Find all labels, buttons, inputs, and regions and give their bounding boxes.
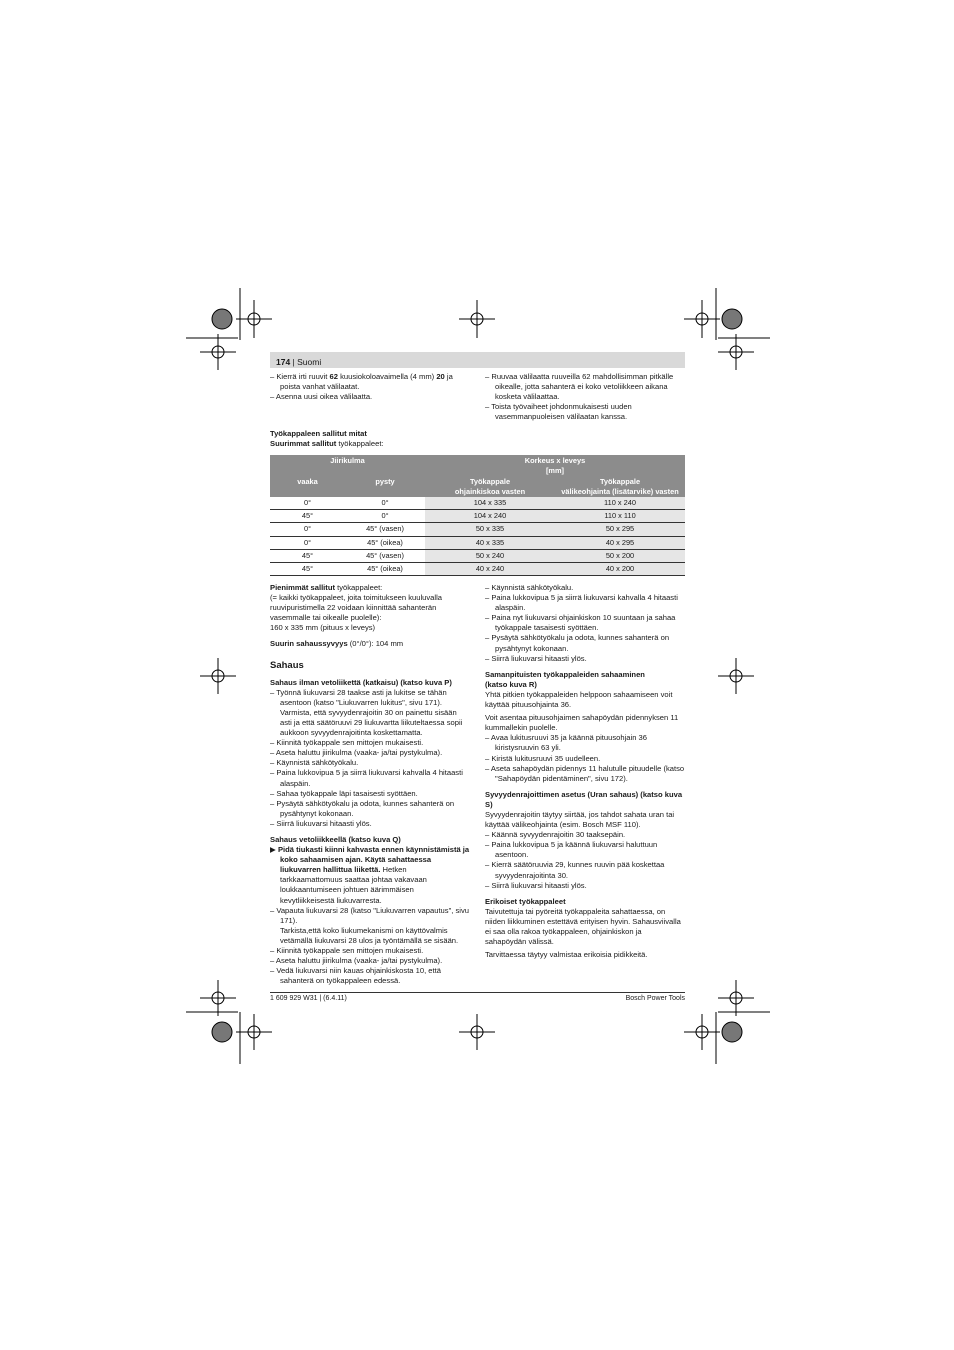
crosshair-icon [718,658,754,694]
max-depth: Suurin sahaussyvyys (0°/0°): 104 mm [270,639,404,649]
paragraph: Taivutettuja tai pyöreitä työkappaleita sahattaessa, on niiden liikkuminen estettävä erityisen hyvin. Sahausviivalla ei saa olla rakoa työkappaleen, ohjainkiskon ja sahapöydän välissä. [485,906,681,947]
max-sizes-label: Suurimmat sallitut työkappaleet: [270,439,384,449]
registration-mark-icon [212,1022,232,1042]
safety-warning: ▶ Pidä tiukasti kiinni kahvasta ennen käynnistämistä ja koko sahaamisen ajan. Käytä sahattaessa liukuvarren hallittua liikettä. Hetken tarkkaamattomuus saattaa johtaa vakavaan loukkaantumiseen johtuen äärimmäisen kevytliikkeisestä liukuvarresta. [270,845,470,905]
min-sizes-label: Pienimmät sallitut työkappaleet: [270,583,383,592]
table-row: 0° 45° (vasen) 50 x 335 50 x 295 [270,523,685,536]
warning-triangle-icon: ▶ [270,845,278,855]
special-workpieces-heading: Erikoiset työkappaleet [485,896,566,906]
crosshair-icon [236,1014,272,1050]
list-item: – Sahaa työkappale läpi tasaisesti syöttäen. [270,788,418,798]
header-against-spacer: Työkappale välikeohjainta (lisätarvike) vasten [555,476,685,497]
crosshair-icon [718,980,754,1016]
list-item: – Vapauta liukuvarsi 28 (katso "Liukuvarren vapautus", sivu 171). [270,905,469,925]
min-sizes-note: (= kaikki työkappaleet, joita toimitukseen kuuluvalla ruuvipuristimella 22 voidaan kiinnittää sahanterän vasemmalle tai oikealle puolelle): [270,593,443,623]
equal-length-heading: Samanpituisten työkappaleiden sahaaminen (katso kuva R) [485,669,645,689]
doc-number: 1 609 929 W31 | (6.4.11) [270,995,347,1002]
sahaus-heading: Sahaus [270,659,304,671]
crosshair-icon [200,980,236,1016]
list-item: – Siirrä liukuvarsi hitaasti ylös. [485,653,587,663]
list-item: – Paina nyt liukuvarsi ohjainkiskon 10 suuntaan ja sahaa työkappale tasaisesti syöttäen. [485,613,676,633]
table-row: 45° 0° 104 x 240 110 x 110 [270,510,685,523]
header-mitre-angle: Jiirikulma [270,455,425,476]
list-item: – Paina lukkovipua 5 ja käännä liukuvarsi haluttuun asentoon. [485,840,658,860]
header-against-fence: Työkappale ohjainkiskoa vasten [425,476,555,497]
step-install-plate: – Asenna uusi oikea välilaatta. [270,392,373,402]
sizes-heading: Työkappaleen sallitut mitat [270,429,367,438]
list-item: – Käännä syvyydenrajoitin 30 taaksepäin. [485,830,626,840]
list-item: – Aseta haluttu jiirikulma (vaaka- ja/tai pystykulma). [270,748,443,758]
table-row: 0° 45° (oikea) 40 x 335 40 x 295 [270,536,685,549]
min-size-value: 160 x 335 mm (pituus x leveys) [270,623,376,633]
list-item: – Kiinnitä työkappale sen mittojen mukaisesti. [270,738,424,748]
list-item: – Käynnistä sähkötyökalu. [270,758,359,768]
crosshair-icon [459,300,495,338]
cut-without-pull-heading: Sahaus ilman vetoliikettä (katkaisu) (katso kuva P) [270,677,452,687]
cut-with-pull-heading: Sahaus vetoliikkeellä (katso kuva Q) [270,834,401,844]
header-separator: | [290,357,298,367]
crosshair-icon [459,1014,495,1050]
crosshair-icon [684,300,720,338]
header-language: Suomi [297,357,322,367]
list-item: – Aseta sahapöydän pidennys 11 halutulle pituudelle (katso "Sahapöydän pidentäminen", sivu 172). [485,763,685,783]
list-item: – Vedä liukuvarsi niin kauas ohjainkiskosta 10, että sahanterä on työkappaleen edessä. [270,966,441,986]
step-repeat: – Toista työvaiheet johdonmukaisesti uuden vasemmanpuoleisen välilaatan kanssa. [485,402,632,422]
paragraph: Tarvittaessa täytyy valmistaa erikoisia pidikkeitä. [485,950,648,960]
step-screw-plate: – Ruuvaa välilaatta ruuveilla 62 mahdollisimman pitkälle oikealle, jotta sahanterä ei koko vetoliikkeen aikana kosketa välilaattaa. [485,372,674,402]
list-item: Tarkista,että koko liukumekanismi on käyttövalmis vetämällä liukuvarsi 28 ulos ja työntämällä se sisään. [280,925,459,945]
list-item: – Kiinnitä työkappale sen mittojen mukaisesti. [270,946,424,955]
depth-stop-heading: Syvyydenrajoittimen asetus (Uran sahaus) (katso kuva S) [485,789,683,809]
paragraph: Yhtä pitkien työkappaleiden helppoon sahaamiseen voit käyttää pituusohjainta 36. [485,689,673,710]
list-item: Varmista, että syvyydenrajoitin 30 on painettu sisään asti ja että säätöruuvi 29 liukuvartta liikuteltaessa sopii aukkoon syvyydenrajoitinta koskettamatta. [280,707,463,738]
table-row: 45° 45° (oikea) 40 x 240 40 x 200 [270,563,685,576]
list-item: – Paina lukkovipua 5 ja siirrä liukuvarsi kahvalla 4 hitaasti alaspäin. [270,768,463,788]
crosshair-icon [200,334,236,370]
list-item: – Pysäytä sähkötyökalu ja odota, kunnes sahanterä on pysähtynyt kokonaan. [270,798,455,818]
brand-name: Bosch Power Tools [625,995,685,1002]
list-item: – Työnnä liukuvarsi 28 taakse asti ja lukitse se tähän asentoon (katso "Liukuvarren lukitus", sivu 171). [270,687,447,707]
page-number: 174 [276,357,291,367]
list-item: – Kierrä säätöruuvia 29, kunnes ruuvin pää koskettaa syvyydenrajoitinta 30. [485,860,665,880]
crosshair-icon [200,658,236,694]
list-item: – Kiristä lukitusruuvi 35 uudelleen. [485,753,601,763]
registration-mark-icon [722,1022,742,1042]
list-item: – Käynnistä sähkötyökalu. [485,583,574,592]
header-vertical: pysty [345,476,425,497]
step-remove-screws: – Kierrä irti ruuvit 62 kuusiokoloavaimella (4 mm) 20 ja poista vanhat välilaatat. [270,372,453,392]
header-height-width: Korkeus x leveys [mm] [425,455,685,476]
registration-mark-icon [212,309,232,329]
crosshair-icon [684,1014,720,1050]
crosshair-icon [718,334,754,370]
paragraph: Syvyydenrajoitin täytyy siirtää, jos tahdot sahata uran tai käyttää välikeohjainta (esim. Bosch MSF 110). [485,809,675,830]
list-item: – Pysäytä sähkötyökalu ja odota, kunnes sahanterä on pysähtynyt kokonaan. [485,633,670,653]
crosshair-icon [236,300,272,338]
header-horizontal: vaaka [270,476,345,497]
list-item: – Siirrä liukuvarsi hitaasti ylös. [485,880,587,890]
table-row: 45° 45° (vasen) 50 x 240 50 x 200 [270,549,685,562]
table-row: 0° 0° 104 x 335 110 x 240 [270,497,685,510]
list-item: – Siirrä liukuvarsi hitaasti ylös. [270,818,372,828]
list-item: – Aseta haluttu jiirikulma (vaaka- ja/tai pystykulma). [270,956,443,966]
list-item: – Paina lukkovipua 5 ja siirrä liukuvarsi kahvalla 4 hitaasti alaspäin. [485,593,678,613]
list-item: – Avaa lukitusruuvi 35 ja käännä pituusohjain 36 kiristysruuvin 63 yli. [485,733,647,753]
paragraph: Voit asentaa pituusohjaimen sahapöydän pidennyksen 11 kummallekin puolelle. [485,713,679,733]
registration-mark-icon [722,309,742,329]
